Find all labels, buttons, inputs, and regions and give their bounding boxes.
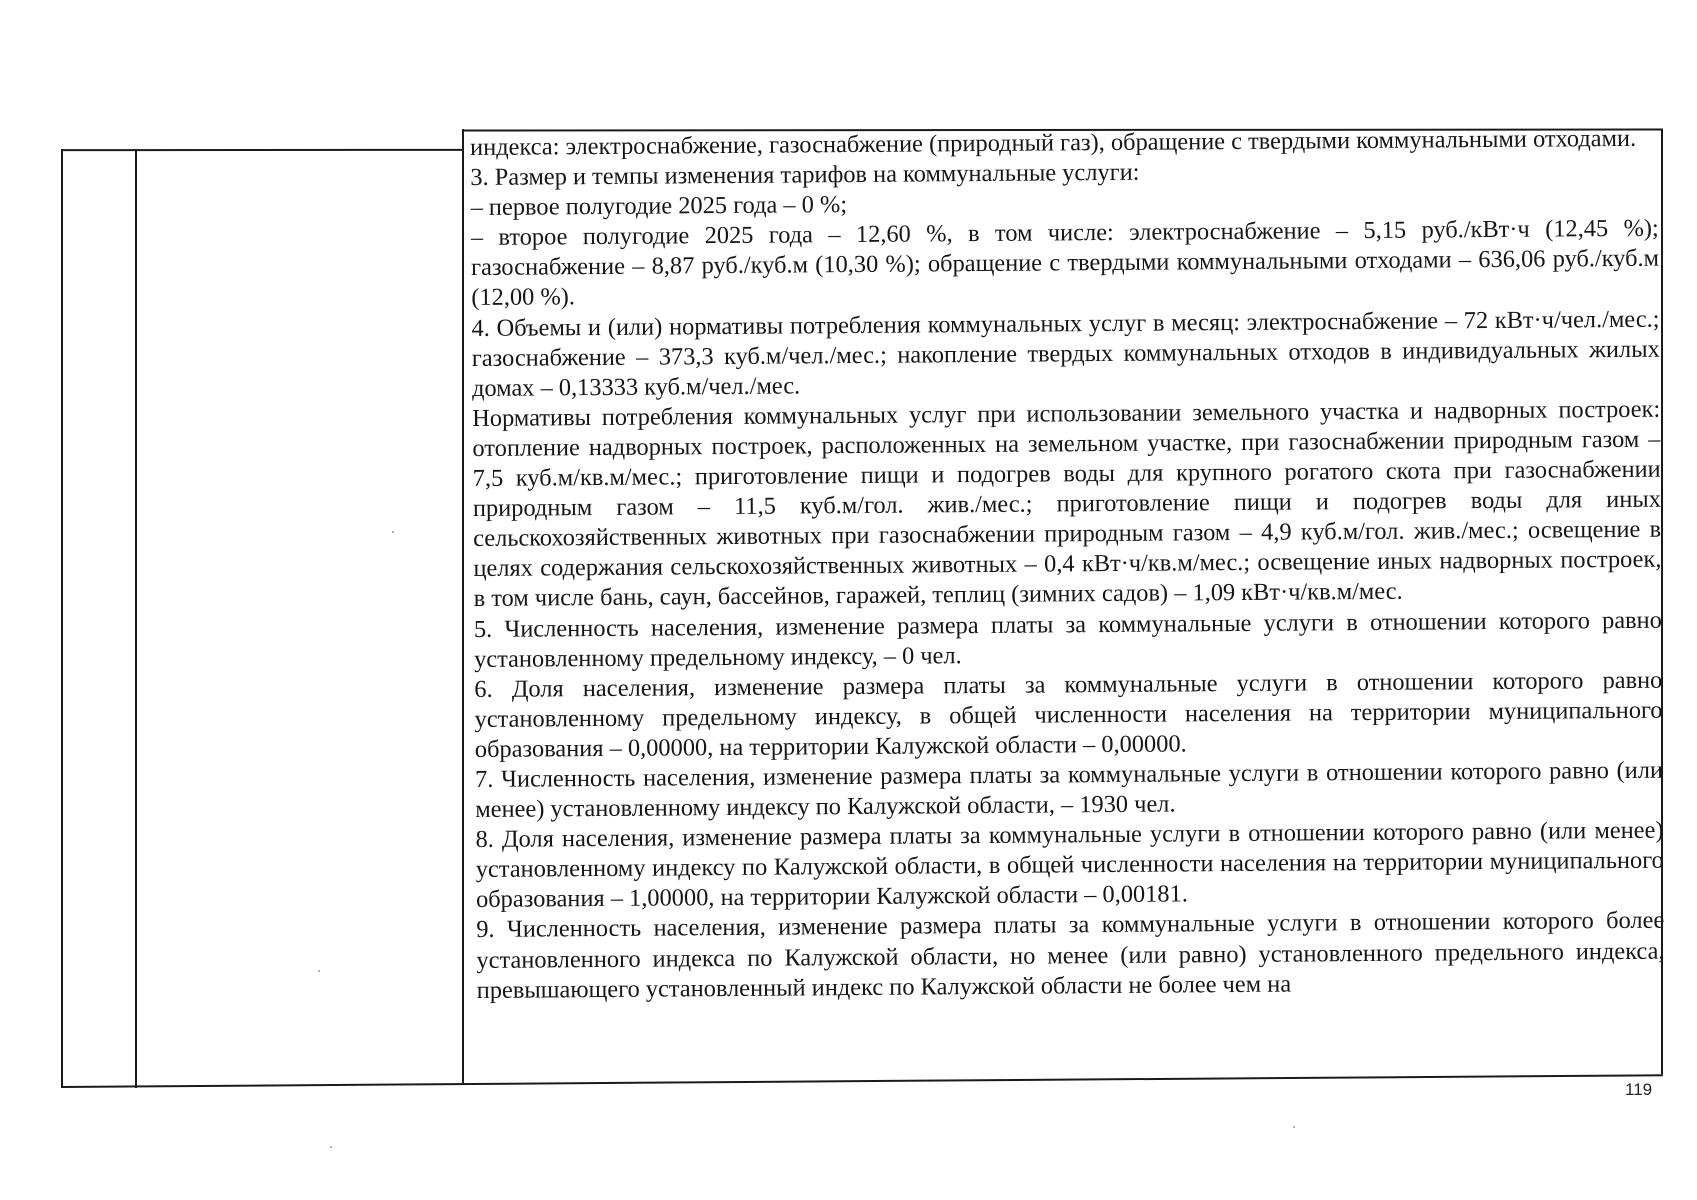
paragraph-consumption-norms: Нормативы потребления коммунальных услуг при использовании земельного участка и надворных построек: отопление надворных построек, расположенных на земельном участке, при газоснабжении природным газом – 7,5 куб.м/кв.м/мес.; приготовление пищи и подогрев воды для крупного рогатого скота при газоснабжении природным газом – 11,5 куб.м/гол. жив./мес.; приготовление пищи и подогрев воды для иных сельскохозяйственных животных при газоснабжении природным газом – 4,9 куб.м/гол. жив./мес.; освещение в целях содержания сельскохозяйственных животных – 0,4 кВт·ч/кв.м/мес.; освещение иных надворных построек, в том числе бань, саун, бассейнов, гаражей, теплиц (зимних садов) – 1,09 кВт·ч/кв.м/мес. [472, 395, 1662, 613]
scan-speck [330, 1146, 332, 1148]
scan-speck [392, 531, 394, 533]
paragraph-population-regional-index: 7. Численность населения, изменение размера платы за коммунальные услуги в отношении которого равно (или менее) установленному индексу по Калужской области, – 1930 чел. [474, 756, 1664, 824]
paragraph-population-limit-index: 5. Численность населения, изменение размера платы за коммунальные услуги в отношении которого равно установленному предельному индексу, – 0 чел. [473, 606, 1662, 673]
table-left-border [61, 149, 63, 1088]
paragraph-consumption-volumes: 4. Объемы и (или) нормативы потребления коммунальных услуг в месяц: электроснабжение – 72 кВт·ч/чел./мес.; газоснабжение – 373,3 куб.м/чел./мес.; накопление твердых коммунальных отходов в индивидуальных жилых домах – 0,13333 куб.м/чел./мес. [471, 305, 1660, 402]
paragraph-population-above-index: 9. Численность населения, изменение размера платы за коммунальные услуги в отношении которого более установленного индекса по Калужской области, но менее (или равно) установленного предельного индекса, превышающего установленный индекс по Калужской области не более чем на [476, 907, 1665, 1004]
table-top-border-left [61, 149, 463, 151]
column-separator-1 [135, 149, 137, 1088]
paragraph-share-limit-index: 6. Доля населения, изменение размера платы за коммунальные услуги в отношении которого равно установленному предельному индексу, в общей численности населения на территории муниципального образования – 0,00000, на территории Калужской области – 0,00000. [474, 666, 1663, 763]
table-cell-content [470, 124, 1665, 1078]
document-table [61, 124, 1665, 1088]
paragraph-tariffs-heading: 3. Размер и темпы изменения тарифов на коммунальные услуги: [470, 158, 1140, 192]
page-number: 119 [1625, 1080, 1653, 1099]
paragraph-share-regional-index: 8. Доля населения, изменение размера платы за коммунальные услуги в отношении которого равно (или менее) установленному индексу по Калужской области, в общей численности населения на территории муниципального образования – 1,00000, на территории Калужской области – 0,00181. [475, 816, 1664, 914]
scan-speck [318, 970, 320, 972]
table-bottom-border [61, 1074, 1663, 1088]
paragraph-first-half-year: – первое полугодие 2025 года – 0 %; [470, 191, 848, 222]
scan-speck [1293, 1126, 1295, 1128]
paragraph-second-half-year: – второе полугодие 2025 года – 12,60 %, в том числе: электроснабжение – 5,15 руб./кВт·ч (12,45 %); газоснабжение – 8,87 руб./куб.м (10,30 %); обращение с твердыми коммунальными отходами – 636,06 руб./куб.м (12,00 %). [470, 214, 1660, 312]
paragraph-index-services: индекса: электроснабжение, газоснабжение (природный газ), обращение с твердыми коммунальными отходами. [470, 124, 1637, 161]
column-separator-2 [462, 129, 464, 1084]
